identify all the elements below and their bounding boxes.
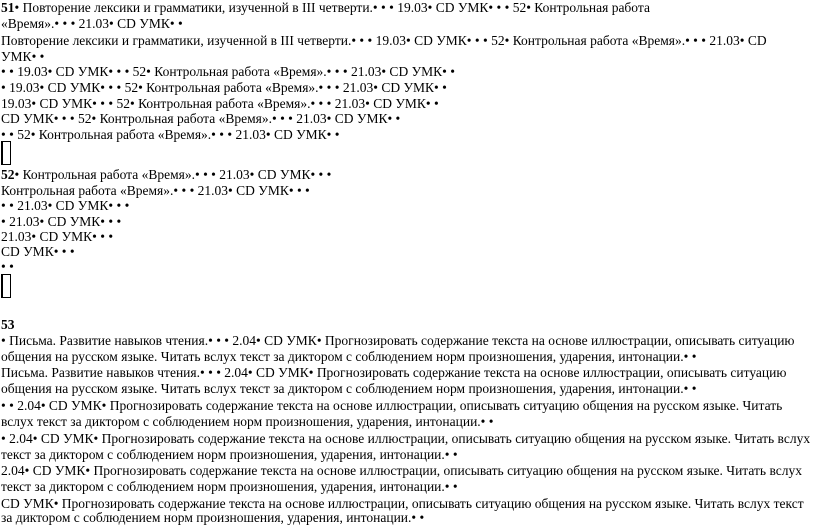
text-line: • • 19.03• CD УМК• • • 52• Контрольная работа «Время».• • • 21.03• CD УМК• • (1, 64, 455, 79)
row-number-heading: 53 (1, 317, 15, 332)
text-line: 52• Контрольная работа «Время».• • • 21.03• CD УМК• • • (1, 167, 332, 182)
text-line: • • 52• Контрольная работа «Время».• • • 21.03• CD УМК• • (1, 127, 340, 142)
text-line: • Письма. Развитие навыков чтения.• • • 2.04• CD УМК• Прогнозировать содержание текста на основе иллюстрации, описывать ситуацию (1, 333, 795, 348)
text-line: • • (1, 259, 14, 274)
table-cell-border (1, 274, 11, 298)
text-line: CD УМК• • • (1, 244, 75, 259)
text-line: «Время».• • • 21.03• CD УМК• • (1, 16, 183, 31)
text-line: • 21.03• CD УМК• • • (1, 214, 122, 229)
text-line: 2.04• CD УМК• Прогнозировать содержание текста на основе иллюстрации, описывать ситуацию общения на русском языке. Читать вслух (1, 463, 802, 478)
text-line: вслух текст за диктором с соблюдением норм произношения, ударения, интонации.• • (1, 414, 494, 429)
text-line: • • 21.03• CD УМК• • • (1, 198, 130, 213)
text-line: • • 2.04• CD УМК• Прогнозировать содержание текста на основе иллюстрации, описывать ситуацию общения на русском языке. Читать (1, 398, 783, 413)
text-line: общения на русском языке. Читать вслух текст за диктором с соблюдением норм произношения, ударения, интонации.• • (1, 349, 697, 364)
text-line: Контрольная работа «Время».• • • 21.03• CD УМК• • • (1, 183, 310, 198)
row-number: 51 (1, 0, 15, 15)
table-cell-border (1, 141, 11, 165)
text-line: за диктором с соблюдением норм произношения, ударения, интонации.• • (1, 510, 425, 525)
text-line: текст за диктором с соблюдением норм произношения, ударения, интонации.• • (1, 479, 458, 494)
text-line: Письма. Развитие навыков чтения.• • • 2.04• CD УМК• Прогнозировать содержание текста на основе иллюстрации, описывать ситуацию (1, 365, 787, 380)
text-line: текст за диктором с соблюдением норм произношения, ударения, интонации.• • (1, 447, 458, 462)
text-line: CD УМК• Прогнозировать содержание текста на основе иллюстрации, описывать ситуацию общения на русском языке. Читать вслух текст (1, 496, 804, 511)
text-line: 51• Повторение лексики и грамматики, изученной в III четверти.• • • 19.03• CD УМК• • • 52• Контрольная работа (1, 0, 650, 15)
text-line: CD УМК• • • 52• Контрольная работа «Время».• • • 21.03• CD УМК• • (1, 111, 401, 126)
text-line: • 19.03• CD УМК• • • 52• Контрольная работа «Время».• • • 21.03• CD УМК• • (1, 80, 447, 95)
text-line: 21.03• CD УМК• • • (1, 229, 114, 244)
text-line: • 2.04• CD УМК• Прогнозировать содержание текста на основе иллюстрации, описывать ситуацию общения на русском языке. Читать вслух (1, 431, 811, 446)
text-line: УМК• • (1, 49, 45, 64)
text-line: общения на русском языке. Читать вслух текст за диктором с соблюдением норм произношения, ударения, интонации.• • (1, 381, 697, 396)
row-number: 52 (1, 167, 15, 182)
text-line: 19.03• CD УМК• • • 52• Контрольная работа «Время».• • • 21.03• CD УМК• • (1, 96, 439, 111)
text-line: Повторение лексики и грамматики, изученной в III четверти.• • • 19.03• CD УМК• • • 52• Контрольная работа «Время».• • • 21.03• CD (1, 33, 767, 48)
